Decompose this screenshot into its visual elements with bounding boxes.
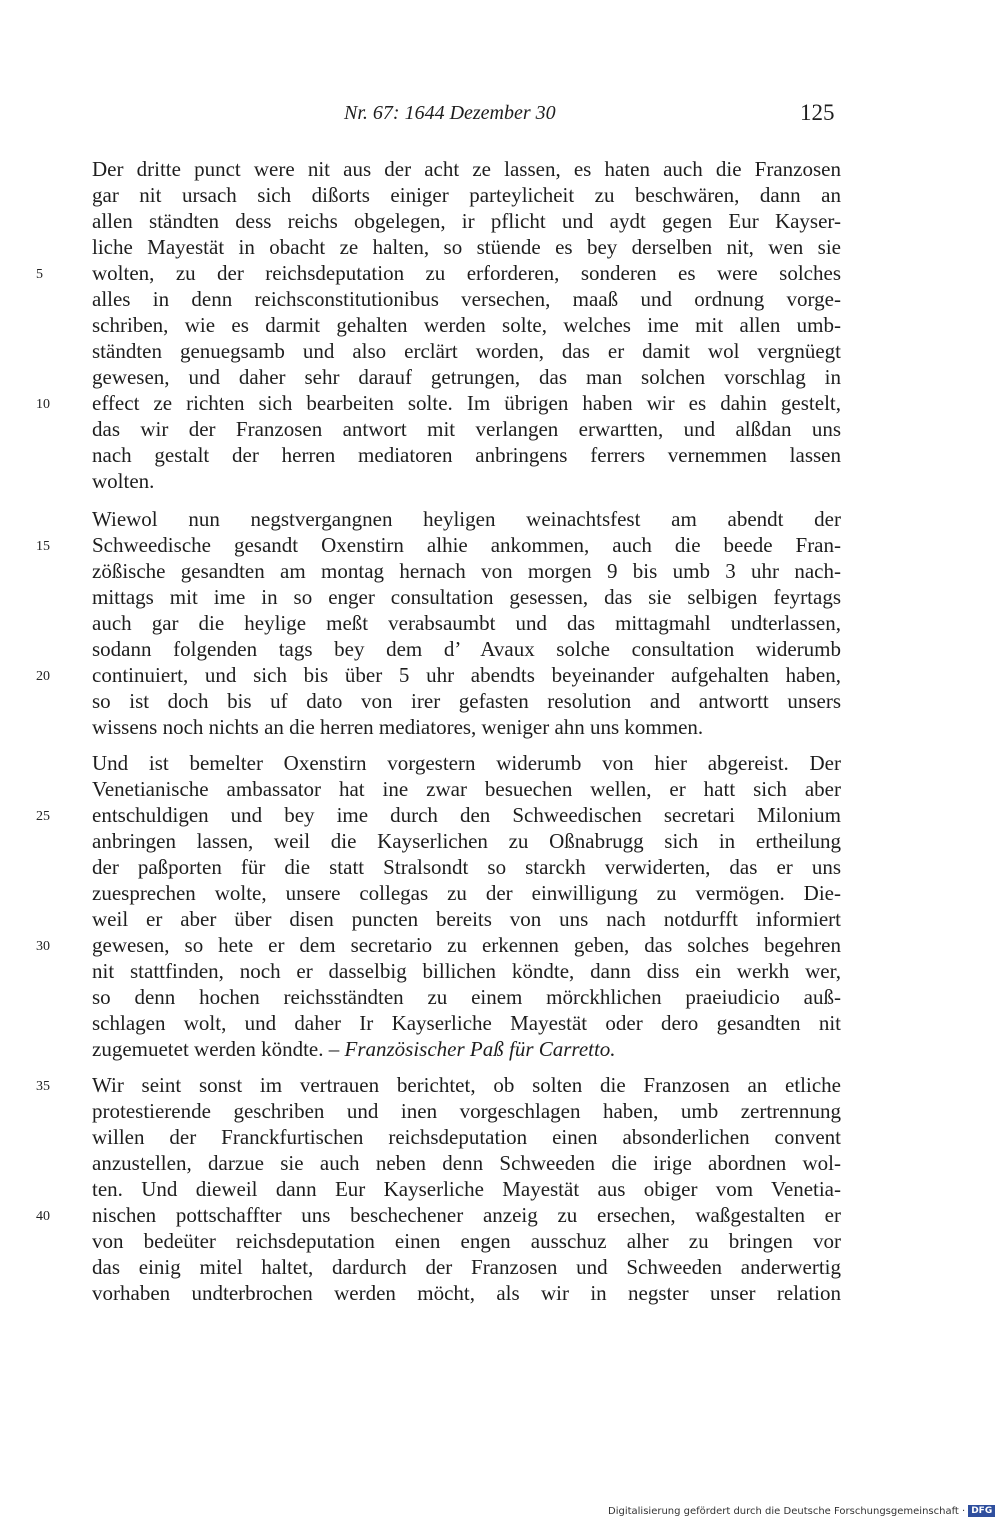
text-line-19: sodann folgenden tags bey dem d’ Avaux solche consultation widerumb (92, 637, 841, 661)
text-line-35: Wir seint sonst im vertrauen berichtet, ob solten die Franzosen an etliche (92, 1073, 841, 1097)
running-head-title: Nr. 67: 1644 Dezember 30 (344, 102, 556, 124)
running-head (0, 100, 1000, 132)
line-number: 5 (36, 267, 43, 282)
line-number: 25 (36, 809, 50, 824)
text-line-37: willen der Franckfurtischen reichsdeputation einen absonderlichen convent (92, 1125, 841, 1149)
text-line-29: weil er aber über disen puncten bereits von uns nach notdurfft informiert (92, 907, 841, 931)
text-line-15: Schweedische gesandt Oxenstirn alhie ankommen, auch die beede Fran- (92, 533, 841, 557)
text-line-41: von bedeüter reichsdeputation einen engen ausschuz alher zu bringen vor (92, 1229, 841, 1253)
line-number: 35 (36, 1079, 50, 1094)
text-line-6: alles in denn reichsconstitutionibus versechen, maaß und ordnung vorge- (92, 287, 841, 311)
text-line-7: schriben, wie es darmit gehalten werden solte, welches ime mit allen umb- (92, 313, 841, 337)
line-number: 10 (36, 397, 50, 412)
text-line-5: wolten, zu der reichsdeputation zu erforderen, sonderen es were solches (92, 261, 841, 285)
text-line-18: auch gar die heylige meßt verabsaumbt und das mittagmahl undterlassen, (92, 611, 841, 635)
text-line-25: entschuldigen und bey ime durch den Schweedischen secretari Milonium (92, 803, 841, 827)
text-line-14: Wiewol nun negstvergangnen heyligen weinachtsfest am abendt der (92, 507, 841, 531)
dfg-logo: DFG (968, 1505, 995, 1517)
text-line-36: protestierende geschriben und inen vorgeschlagen haben, umb zertrennung (92, 1099, 841, 1123)
text-line-11: das wir der Franzosen antwort mit verlangen erwartten, und alßdan uns (92, 417, 841, 441)
text-line-26: anbringen lassen, weil die Kayserlichen zu Oßnabrugg sich in ertheilung (92, 829, 841, 853)
credit-text: Digitalisierung gefördert durch die Deutsche Forschungsgemeinschaft · (608, 1506, 966, 1517)
text-line-3: allen ständten dess reichs obgelegen, ir pflicht und aydt gegen Eur Kayser- (92, 209, 841, 233)
digitization-credit (608, 1503, 992, 1521)
line-number: 20 (36, 669, 50, 684)
italic-note: Französischer Paß für Carretto. (344, 1037, 616, 1061)
text-line-23: Und ist bemelter Oxenstirn vorgestern widerumb von hier abgereist. Der (92, 751, 841, 775)
text-line-34-body: zugemuetet werden köndte. – (92, 1037, 340, 1061)
text-line-22: wissens noch nichts an die herren mediatores, weniger ahn uns kommen. (92, 715, 704, 739)
text-line-34 (92, 1036, 841, 1062)
text-line-30: gewesen, so hete er dem secretario zu erkennen geben, das solches begehren (92, 933, 841, 957)
text-line-42: das einig mitel haltet, dardurch der Franzosen und Schweeden anderwertig (92, 1255, 841, 1279)
page-number: 125 (800, 100, 835, 125)
text-line-39: ten. Und dieweil dann Eur Kayserliche Mayestät aus obiger vom Venetia- (92, 1177, 841, 1201)
line-number: 40 (36, 1209, 50, 1224)
text-line-21: so ist doch bis uf dato von irer gefasten resolution and antwortt unsers (92, 689, 841, 713)
text-line-28: zuesprechen wolte, unsere collegas zu der einwilligung zu vermögen. Die- (92, 881, 841, 905)
text-line-10: effect ze richten sich bearbeiten solte. Im übrigen haben wir es dahin gestelt, (92, 391, 841, 415)
text-line-38: anzustellen, darzue sie auch neben denn Schweeden die irige abordnen wol- (92, 1151, 841, 1175)
text-line-33: schlagen wolt, und daher Ir Kayserliche Mayestät oder dero gesandten nit (92, 1011, 841, 1035)
line-number: 30 (36, 939, 50, 954)
text-line-32: so denn hochen reichsständten zu einem mörckhlichen praeiudicio auß- (92, 985, 841, 1009)
text-line-27: der paßporten für die statt Stralsondt so starckh verwiderten, das er uns (92, 855, 841, 879)
text-line-20: continuiert, und sich bis über 5 uhr abendts beyeinander aufgehalten haben, (92, 663, 841, 687)
text-line-12: nach gestalt der herren mediatoren anbringens ferrers vernemmen lassen (92, 443, 841, 467)
text-line-4: liche Mayestät in obacht ze halten, so stüende es bey derselben nit, wen sie (92, 235, 841, 259)
text-line-1: Der dritte punct were nit aus der acht ze lassen, es haten auch die Franzosen (92, 157, 841, 181)
text-line-13: wolten. (92, 469, 155, 493)
text-line-8: ständten genuegsamb und also erclärt worden, das er damit wol vergnüegt (92, 339, 841, 363)
text-line-40: nischen pottschaffter uns beschechener anzeig zu ersechen, waßgestalten er (92, 1203, 841, 1227)
text-line-2: gar nit ursach sich dißorts einiger parteylicheit zu beschwären, dann an (92, 183, 841, 207)
text-line-43: vorhaben undterbrochen werden möcht, als wir in negster unser relation (92, 1281, 841, 1305)
text-line-16: zößische gesandten am montag hernach von morgen 9 bis umb 3 uhr nach- (92, 559, 841, 583)
text-line-31: nit stattfinden, noch er dasselbig billichen köndte, dann diss ein werkh wer, (92, 959, 841, 983)
text-line-9: gewesen, und daher sehr darauf getrungen, das man solchen vorschlag in (92, 365, 841, 389)
text-line-24: Venetianische ambassator hat ine zwar besuechen wellen, er hatt sich aber (92, 777, 841, 801)
line-number: 15 (36, 539, 50, 554)
text-line-17: mittags mit ime in so enger consultation gesessen, das sie selbigen feyrtags (92, 585, 841, 609)
